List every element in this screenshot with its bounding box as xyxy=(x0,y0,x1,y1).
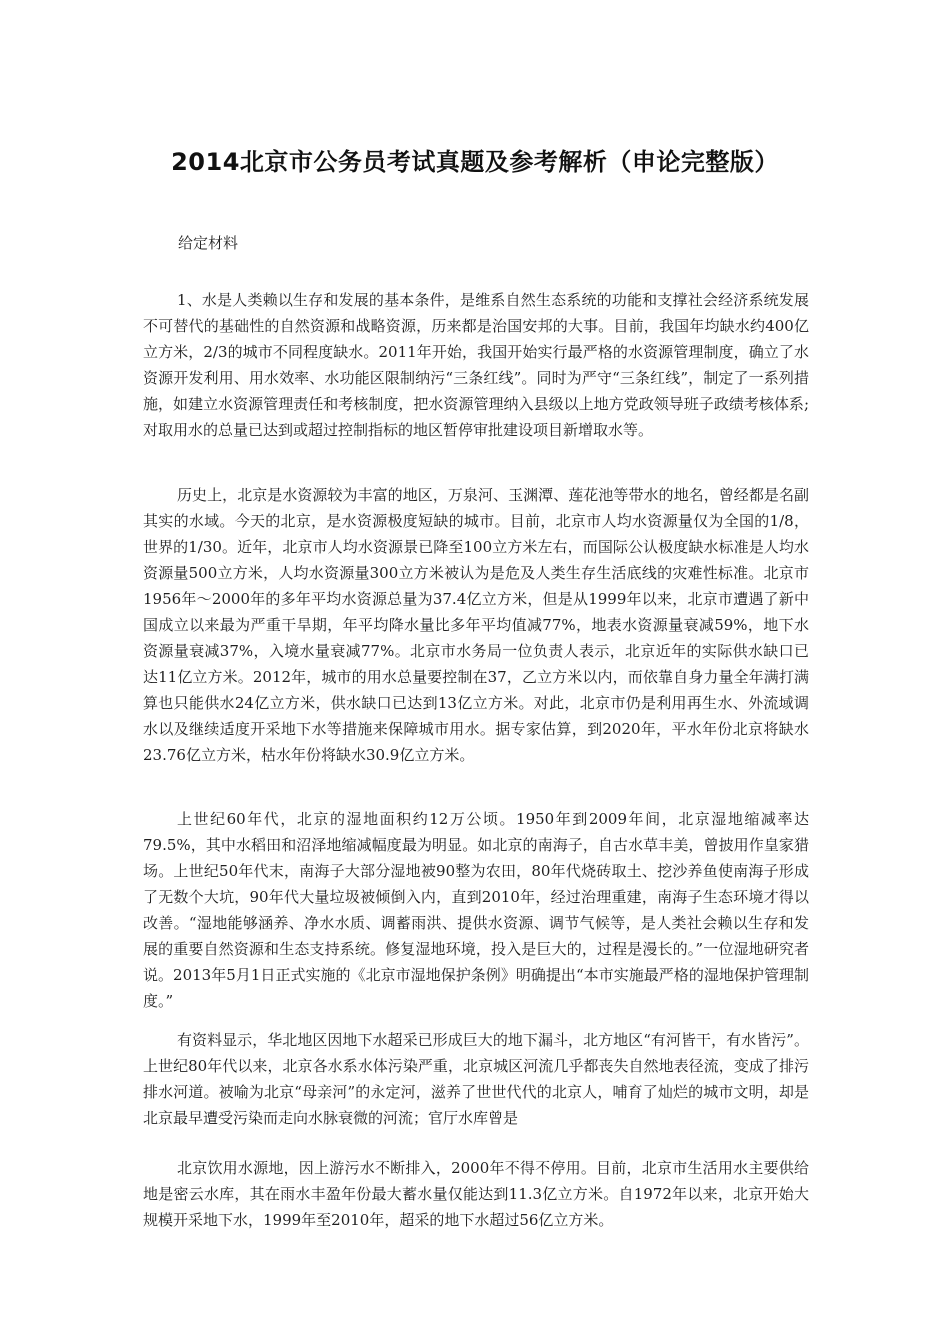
document-title: 2014北京市公务员考试真题及参考解析（申论完整版） xyxy=(171,148,779,176)
paragraph: 上世纪60年代，北京的湿地面积约12万公顷。1950年到2009年间，北京湿地缩减率达79.5%，其中水稻田和沼泽地缩减幅度最为明显。如北京的南海子，自古水草丰美，曾披用作皇家猎场。上世纪50年代末，南海子大部分湿地被90整为农田，80年代烧砖取土、挖沙养鱼使南海子形成了无数个大坑，90年代大量垃圾被倾倒入内，直到2010年，经过治理重建，南海子生态环境才得以改善。“湿地能够涵养、净水水质、调蓄雨洪、提供水资源、调节气候等，是人类社会赖以生存和发展的重要自然资源和生态支持系统。修复湿地环境，投入是巨大的，过程是漫长的。”一位湿地研究者说。2013年5月1日正式实施的《北京市湿地保护条例》明确提出“本市实施最严格的湿地保护管理制度。” xyxy=(143,810,809,1010)
paragraph: 历史上，北京是水资源较为丰富的地区，万泉河、玉渊潭、莲花池等带水的地名，曾经都是名副其实的水域。今天的北京，是水资源极度短缺的城市。目前，北京市人均水资源量仅为全国的1/8，世界的1/30。近年，北京市人均水资源景已降至100立方米左右，而国际公认极度缺水标准是人均水资源量500立方米，人均水资源量300立方米被认为是危及人类生存生活底线的灾难性标准。北京市1956年～2000年的多年平均水资源总量为37.4亿立方米，但是从1999年以来，北京市遭遇了新中国成立以来最为严重干旱期，年平均降水量比多年平均值减77%，地表水资源量衰减59%，地下水资源量衰减37%，入境水量衰减77%。北京市水务局一位负责人表示，北京近年的实际供水缺口已达11亿立方米。2012年，城市的用水总量要控制在37，乙立方米以内，而依靠自身力量全年满打满算也只能供水24亿立方米，供水缺口已达到13亿立方米。对此，北京市仍是利用再生水、外流域调水以及继续适度开采地下水等措施来保障城市用水。据专家估算，到2020年，平水年份北京将缺水23.76亿立方米，枯水年份将缺水30.9亿立方米。 xyxy=(143,486,809,764)
paragraph: 有资料显示，华北地区因地下水超采已形成巨大的地下漏斗，北方地区“有河皆干，有水皆污”。上世纪80年代以来，北京各水系水体污染严重，北京城区河流几乎都丧失自然地表径流，变成了排污排水河道。被喻为北京“母亲河”的永定河，滋养了世世代代的北京人，哺育了灿烂的城市文明，却是北京最早遭受污染而走向水脉衰微的河流；官厅水库曾是 xyxy=(143,1031,809,1127)
paragraph: 北京饮用水源地，因上游污水不断排入，2000年不得不停用。目前，北京市生活用水主要供给地是密云水库，其在雨水丰盈年份最大蓄水量仅能达到11.3亿立方米。自1972年以来，北京开始大规模开采地下水，1999年至2010年，超采的地下水超过56亿立方米。 xyxy=(143,1159,809,1229)
section-label: 给定材料 xyxy=(178,234,239,252)
paragraph: 1、水是人类赖以生存和发展的基本条件，是维系自然生态系统的功能和支撑社会经济系统发展不可替代的基础性的自然资源和战略资源，历来都是治国安邦的大事。目前，我国年均缺水约400亿立方米，2/3的城市不同程度缺水。2011年开始，我国开始实行最严格的水资源管理制度，确立了水资源开发利用、用水效率、水功能区限制纳污“三条红线”。同时为严守“三条红线”，制定了一系列措施，如建立水资源管理责任和考核制度，把水资源管理纳入县级以上地方党政领导班子政绩考核体系;对取用水的总量已达到或超过控制指标的地区暂停审批建设项目新增取水等。 xyxy=(143,291,809,439)
